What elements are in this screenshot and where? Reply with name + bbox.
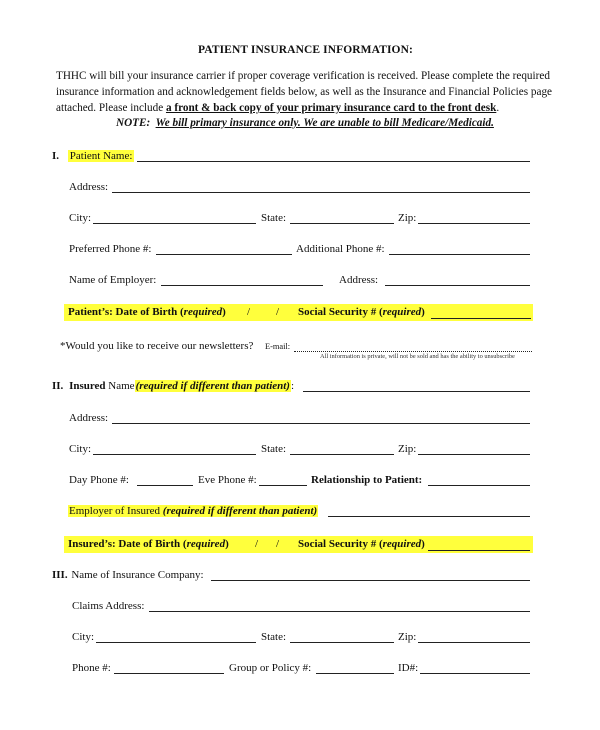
patient-name-label: Patient Name:: [69, 150, 133, 162]
preferred-phone-field[interactable]: [156, 254, 292, 255]
insured-label: Insured: [69, 380, 106, 392]
patient-ssn-field[interactable]: [431, 318, 531, 319]
city-label: City:: [69, 212, 92, 224]
intro-line-2: insurance information and acknowledgement fields below, as well as the Insurance and Financial Policies page: [56, 86, 553, 98]
patient-dob-close: ): [222, 306, 226, 318]
insured-dob-label: [68, 538, 229, 550]
preferred-phone-label: Preferred Phone #:: [69, 243, 152, 255]
intro-line-1: THHC will bill your insurance carrier if proper coverage verification is received. Please complete the required: [56, 70, 550, 82]
additional-phone-label: Additional Phone #:: [296, 243, 385, 255]
insured-ssn-field[interactable]: [428, 550, 530, 551]
insurance-phone-field[interactable]: [114, 673, 224, 674]
patient-dob-text: Patient’s: Date of Birth (: [68, 306, 184, 318]
patient-dob-required: required: [183, 306, 223, 318]
group-policy-field[interactable]: [316, 673, 394, 674]
zip-field[interactable]: [418, 223, 530, 224]
claims-zip-label: Zip:: [398, 631, 417, 643]
employer-of-insured-highlight: [68, 505, 318, 517]
insured-state-label: State:: [261, 443, 287, 455]
insured-ssn-text: Social Security # (: [298, 538, 383, 550]
id-number-field[interactable]: [420, 673, 530, 674]
email-label: E-mail:: [265, 342, 291, 351]
employer-address-field[interactable]: [385, 285, 530, 286]
eve-phone-field[interactable]: [259, 485, 307, 486]
address-field[interactable]: [112, 192, 530, 193]
day-phone-label: Day Phone #:: [69, 474, 129, 486]
insured-city-label: City:: [69, 443, 92, 455]
additional-phone-field[interactable]: [389, 254, 530, 255]
newsletter-question: *Would you like to receive our newsletters?: [60, 340, 254, 352]
insured-ssn-close: ): [421, 538, 425, 550]
insurance-company-label: Name of Insurance Company:: [71, 569, 204, 581]
section-3-row-company: [52, 569, 204, 581]
employer-of-insured-field[interactable]: [328, 516, 530, 517]
insured-zip-label: Zip:: [398, 443, 417, 455]
claims-city-field[interactable]: [96, 642, 256, 643]
patient-ssn-label: [298, 306, 425, 318]
claims-state-field[interactable]: [290, 642, 394, 643]
insured-dob-close: ): [225, 538, 229, 550]
patient-ssn-text: Social Security # (: [298, 306, 383, 318]
employer-address-label: Address:: [339, 274, 379, 286]
intro-line-3-text: attached. Please include: [56, 102, 166, 114]
patient-ssn-required: required: [382, 306, 422, 318]
patient-ssn-close: ): [421, 306, 425, 318]
city-field[interactable]: [93, 223, 256, 224]
employer-field[interactable]: [161, 285, 323, 286]
insurance-phone-label: Phone #:: [72, 662, 111, 674]
state-label: State:: [261, 212, 287, 224]
insured-name-field[interactable]: [303, 391, 530, 392]
intro-line-3: [56, 100, 499, 116]
insured-name-colon: :: [290, 380, 295, 392]
insured-dob-slash-1: /: [255, 538, 259, 550]
section-2-row-insured: [52, 380, 294, 392]
state-field[interactable]: [290, 223, 394, 224]
insured-ssn-required: required: [382, 538, 422, 550]
patient-name-field[interactable]: [137, 161, 530, 162]
relationship-label: Relationship to Patient:: [311, 474, 423, 486]
note-text: We bill primary insurance only. We are unable to bill Medicare/Medicaid.: [155, 117, 494, 129]
insured-address-label: Address:: [69, 412, 109, 424]
claims-address-field[interactable]: [149, 611, 530, 612]
day-phone-field[interactable]: [137, 485, 193, 486]
section-1-numeral: I.: [52, 150, 60, 162]
insured-state-field[interactable]: [290, 454, 394, 455]
zip-label: Zip:: [398, 212, 417, 224]
address-label: Address:: [69, 181, 109, 193]
insured-address-field[interactable]: [112, 423, 530, 424]
note-label: NOTE:: [116, 117, 151, 129]
section-2-numeral: II.: [52, 380, 64, 392]
insured-ssn-label: [298, 538, 425, 550]
insured-dob-text: Insured’s: Date of Birth (: [68, 538, 187, 550]
patient-dob-slash-2: /: [276, 306, 280, 318]
eve-phone-label: Eve Phone #:: [198, 474, 257, 486]
employer-of-insured-label: [68, 505, 318, 517]
intro-card-instruction: a front & back copy of your primary insurance card to the front desk: [165, 102, 497, 114]
claims-city-label: City:: [72, 631, 95, 643]
claims-zip-field[interactable]: [418, 642, 530, 643]
relationship-field[interactable]: [428, 485, 530, 486]
patient-dob-slash-1: /: [247, 306, 251, 318]
employer-of-insured-required: (required if different than patient): [162, 505, 318, 517]
privacy-note: All information is private, will not be sold and has the ability to unsubscribe: [320, 353, 515, 360]
claims-address-label: Claims Address:: [72, 600, 145, 612]
page-title: PATIENT INSURANCE INFORMATION:: [198, 44, 413, 56]
group-policy-label: Group or Policy #:: [229, 662, 312, 674]
employer-label: Name of Employer:: [69, 274, 157, 286]
note: [116, 117, 494, 129]
insured-name-label: Name: [108, 380, 135, 392]
insurance-company-field[interactable]: [211, 580, 530, 581]
section-1-row-name: [52, 150, 134, 162]
email-field[interactable]: [294, 351, 532, 352]
insured-city-field[interactable]: [93, 454, 256, 455]
patient-dob-label: [68, 306, 226, 318]
id-number-label: ID#:: [398, 662, 419, 674]
employer-of-insured-text: Employer of Insured: [69, 505, 161, 517]
insured-name-required: (required if different than patient): [135, 380, 290, 392]
intro-line-3-end: .: [496, 102, 500, 114]
section-3-numeral: III.: [52, 569, 68, 581]
claims-state-label: State:: [261, 631, 287, 643]
insured-dob-slash-2: /: [276, 538, 280, 550]
insured-zip-field[interactable]: [418, 454, 530, 455]
insured-dob-required: required: [186, 538, 226, 550]
